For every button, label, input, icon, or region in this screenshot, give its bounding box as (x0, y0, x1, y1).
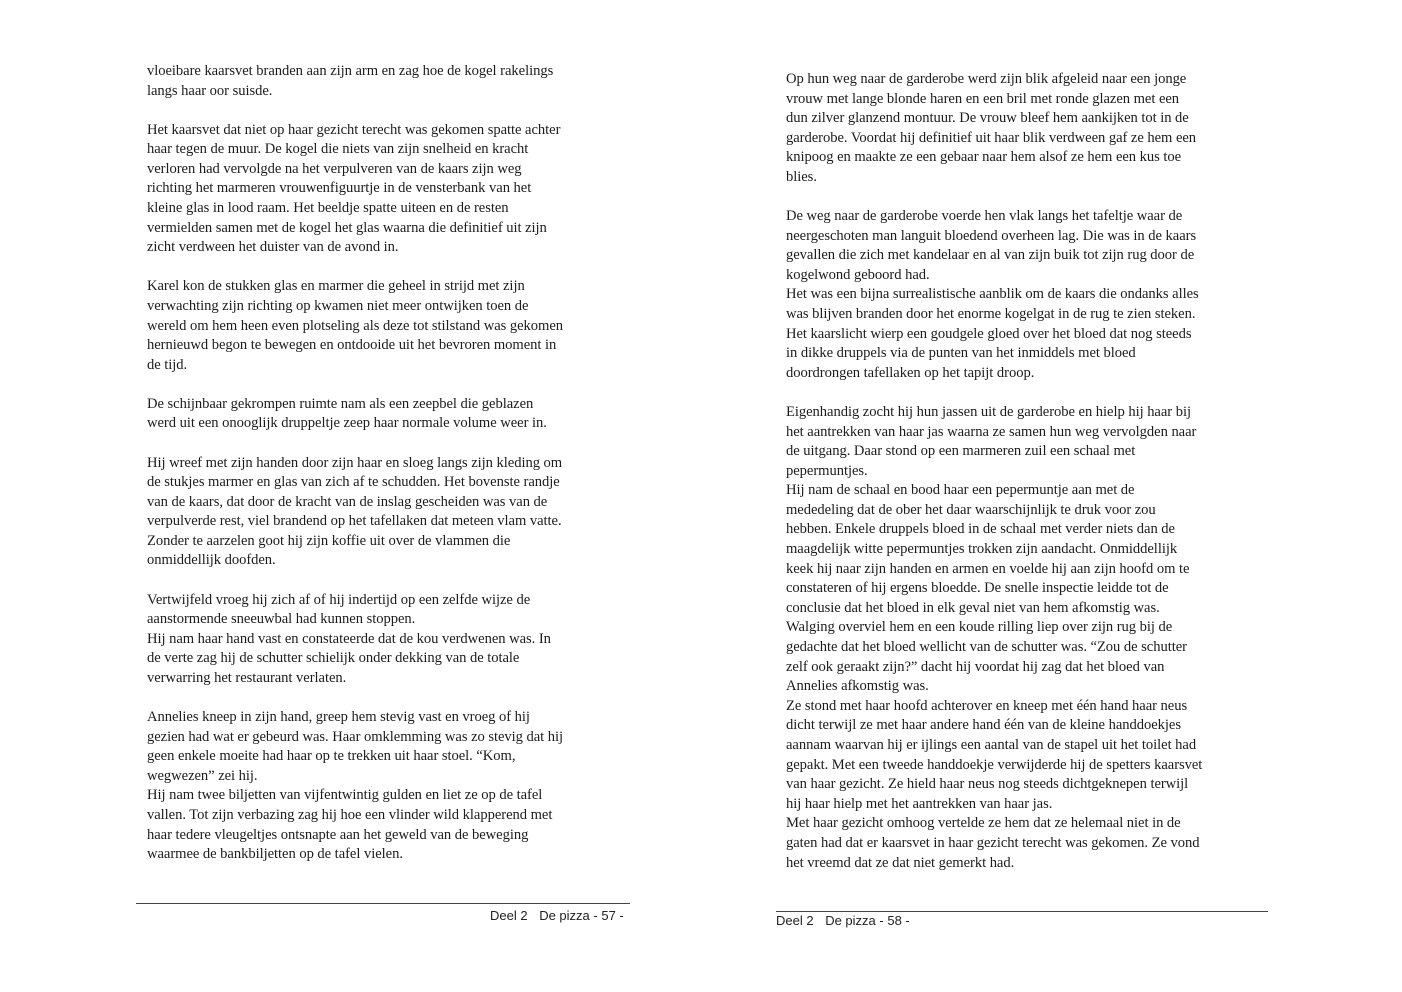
text-line: aanstormende sneeuwbal had kunnen stoppen. (147, 611, 416, 628)
text-line: Met haar gezicht omhoog vertelde ze hem dat ze helemaal niet in de (786, 815, 1181, 832)
left-footer-page-number: - 57 - (593, 908, 624, 923)
text-line: wereld om hem heen even plotseling als deze tot stilstand was gekomen (147, 317, 564, 334)
text-line: Walging overviel hem en een koude rilling liep over zijn rug bij de (786, 619, 1173, 636)
paragraph (786, 207, 1270, 383)
text-line: hij haar hielp met het aantrekken van haar jas. (786, 795, 1053, 812)
text-line: de stukjes marmer en glas van zich af te schudden. Het bovenste randje (147, 474, 560, 491)
text-line: vermielden samen met de kogel het glas waarna die definitief uit zijn (147, 219, 547, 236)
text-line: langs haar oor suisde. (147, 82, 273, 99)
text-line: Het kaarsvet dat niet op haar gezicht terecht was gekomen spatte achter (147, 121, 561, 138)
right-footer-part: Deel 2 (776, 913, 814, 928)
text-line: kleine glas in lood raam. Het beeldje spatte uiteen en de resten (147, 200, 509, 217)
text-line: gezien had wat er gebeurd was. Haar omklemming was zo stevig dat hij (147, 728, 564, 745)
text-line: Hij nam haar hand vast en constateerde dat de kou verdwenen was. In (147, 630, 551, 647)
text-line: neergeschoten man languit bloedend overheen lag. Die was in de kaars (786, 227, 1197, 244)
paragraph (147, 708, 638, 865)
text-line: de tijd. (147, 356, 188, 373)
text-line: Annelies afkomstig was. (786, 678, 929, 695)
text-line: maagdelijk witte pepermuntjes trokken zijn aandacht. Onmiddellijk (786, 541, 1178, 558)
text-line: gepakt. Met een tweede handdoekje verwijderde hij de spetters kaarsvet (786, 756, 1203, 773)
text-line: werd uit een onooglijk druppeltje zeep haar normale volume weer in. (147, 415, 547, 432)
text-line: haar tegen de muur. De kogel die niets van zijn snelheid en kracht (147, 141, 529, 158)
text-line: blies. (786, 168, 817, 185)
paragraph (147, 277, 638, 375)
text-line: gedachte dat het bloed wellicht van de schutter was. “Zou de schutter (786, 639, 1187, 656)
text-line: gevallen die zich met kandelaar en al van zijn buik tot zijn rug door de (786, 247, 1195, 264)
text-line: Karel kon de stukken glas en marmer die geheel in strijd met zijn (147, 278, 525, 295)
text-line: vrouw met lange blonde haren en een bril met ronde glazen met een (786, 90, 1180, 107)
text-line: dun zilver glanzend montuur. De vrouw bleef hem aankijken tot in de (786, 110, 1189, 127)
text-line: dicht terwijl ze met haar andere hand één van de kleine handdoekjes (786, 717, 1181, 734)
text-line: Ze stond met haar hoofd achterover en kneep met één hand haar neus (786, 697, 1188, 714)
text-line: Zonder te aarzelen goot hij zijn koffie uit over de vlammen die (147, 532, 511, 549)
text-line: conclusie dat het bloed in elk geval niet van hem afkomstig was. (786, 599, 1160, 616)
left-page-footer (490, 908, 624, 923)
text-line: Eigenhandig zocht hij hun jassen uit de garderobe en hielp hij haar bij (786, 403, 1191, 420)
text-line: mededeling dat de ober het daar waarschijnlijk te druk voor zou (786, 501, 1156, 518)
text-line: wegwezen” zei hij. (147, 767, 258, 784)
text-line: onmiddellijk doofden. (147, 552, 276, 569)
text-line: vallen. Tot zijn verbazing zag hij hoe een vlinder wild klapperend met (147, 807, 553, 823)
text-line: keek hij naar zijn handen en armen en voelde hij aan zijn hoofd om te (786, 560, 1190, 577)
text-line: richting het marmeren vrouwenfiguurtje in de vensterbank van het (147, 180, 532, 197)
text-line: aannam waarvan hij er ijlings een aantal van de stapel uit het toilet had (786, 737, 1197, 753)
text-line: hebben. Enkele druppels bloed in de schaal met verder niets dan de (786, 521, 1175, 538)
right-page (776, 0, 1270, 992)
paragraph (147, 395, 638, 434)
text-line: Annelies kneep in zijn hand, greep hem stevig vast en vroeg of hij (147, 709, 530, 726)
text-line: verwarring het restaurant verlaten. (147, 669, 347, 686)
text-line: van de kaars, dat door de kracht van de inslag gescheiden was van de (147, 493, 548, 510)
text-line: het aantrekken van haar jas waarna ze samen hun weg vervolgden naar (786, 423, 1197, 440)
text-line: haar tedere vleugeltjes ontsnapte aan het geweld van de beweging (147, 826, 529, 843)
paragraph (786, 70, 1270, 188)
text-line: vloeibare kaarsvet branden aan zijn arm en zag hoe de kogel rakelings (147, 63, 554, 79)
left-page-text (147, 62, 638, 884)
right-page-footer (776, 913, 910, 928)
text-line: verloren had vervolgde na het verpulveren van de kaars zijn weg (147, 160, 522, 177)
right-footer-page-number: - 58 - (879, 913, 910, 928)
left-page-footer-rule (136, 903, 630, 904)
text-line: Het was een bijna surrealistische aanblik om de kaars die ondanks alles (786, 286, 1199, 303)
text-line: zicht verdween het duister van de avond in. (147, 239, 399, 256)
text-line: gaten had dat er kaarsvet in haar gezicht terecht was gekomen. Ze vond (786, 834, 1200, 851)
paragraph (147, 454, 638, 572)
text-line: geen enkele moeite had haar op te trekken uit haar stoel. “Kom, (147, 748, 516, 765)
text-line: doordrongen tafellaken op het tapijt droop. (786, 364, 1035, 381)
text-line: Hij nam twee biljetten van vijfentwintig gulden en liet ze op de tafel (147, 787, 543, 804)
text-line: knipoog en maakte ze een gebaar naar hem alsof ze hem een kus toe (786, 149, 1182, 166)
text-line: De schijnbaar gekrompen ruimte nam als een zeepbel die geblazen (147, 395, 534, 412)
left-page (138, 0, 638, 992)
text-line: pepermuntjes. (786, 462, 868, 479)
text-line: het vreemd dat ze dat niet gemerkt had. (786, 854, 1015, 871)
left-footer-chapter: De pizza (539, 908, 590, 923)
text-line: kogelwond geboord had. (786, 266, 930, 283)
paragraph (147, 62, 638, 101)
text-line: de uitgang. Daar stond op een marmeren zuil een schaal met (786, 443, 1136, 460)
text-line: Op hun weg naar de garderobe werd zijn blik afgeleid naar een jonge (786, 71, 1187, 87)
text-line: Het kaarslicht wierp een goudgele gloed over het bloed dat nog steeds (786, 325, 1192, 342)
text-line: was blijven branden door het enorme kogelgat in de rug te zien steken. (786, 306, 1196, 323)
text-line: Vertwijfeld vroeg hij zich af of hij indertijd op een zelfde wijze de (147, 591, 531, 608)
left-footer-part: Deel 2 (490, 908, 528, 923)
text-line: in dikke druppels via de punten van het inmiddels met bloed (786, 345, 1136, 362)
text-line: verpulverde rest, viel brandend op het tafellaken dat meteen vlam vatte. (147, 513, 562, 530)
text-line: constateren of hij ergens bloedde. De snelle inspectie leidde tot de (786, 580, 1169, 597)
text-line: Hij wreef met zijn handen door zijn haar en sloeg langs zijn kleding om (147, 454, 563, 471)
text-line: zelf ook geraakt zijn?” dacht hij voordat hij zag dat het bloed van (786, 658, 1165, 675)
right-page-footer-rule (776, 911, 1268, 912)
text-line: verwachting zijn richting op kwamen niet meer ontwijken toen de (147, 297, 529, 314)
text-line: hernieuwd begon te bewegen en ontdooide uit het bevroren moment in (147, 337, 557, 354)
right-page-text (786, 70, 1270, 893)
paragraph (147, 591, 638, 689)
text-line: Hij nam de schaal en bood haar een pepermuntje aan met de (786, 482, 1135, 499)
text-line: van haar gezicht. Ze hield haar neus nog steeds dichtgeknepen terwijl (786, 776, 1189, 793)
paragraph (786, 403, 1270, 873)
paragraph (147, 121, 638, 258)
text-line: de verte zag hij de schutter schielijk onder dekking van de totale (147, 650, 520, 667)
text-line: De weg naar de garderobe voerde hen vlak langs het tafeltje waar de (786, 208, 1183, 225)
text-line: waarmee de bankbiljetten op de tafel vielen. (147, 846, 403, 863)
text-line: garderobe. Voordat hij definitief uit haar blik verdween gaf ze hem een (786, 129, 1197, 146)
right-footer-chapter: De pizza (825, 913, 876, 928)
